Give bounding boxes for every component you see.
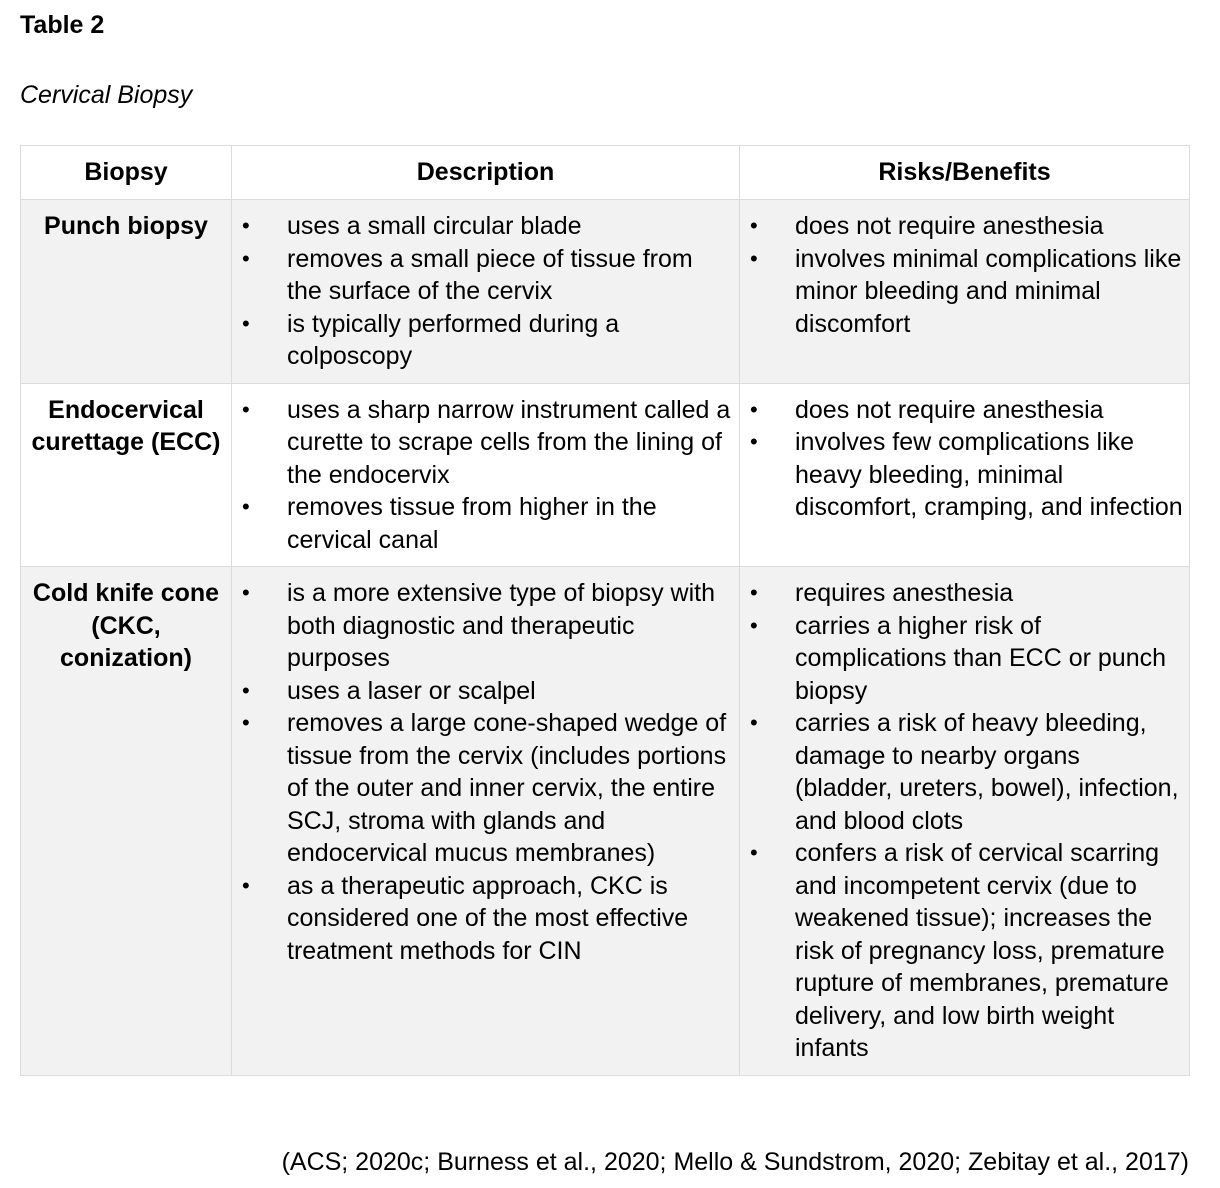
list-item-text: uses a small circular blade <box>287 212 582 240</box>
description-cell <box>232 383 740 567</box>
bullet: • <box>750 245 758 271</box>
list-item <box>740 394 1183 427</box>
biopsy-table <box>20 145 1190 1076</box>
list-item <box>232 210 733 243</box>
list-item <box>740 426 1183 524</box>
list-item-text: carries a risk of heavy bleeding, damage to nearby organs (bladder, ureters, bowel), infection, and blood clots <box>795 709 1179 835</box>
list-item <box>232 870 733 968</box>
bullet: • <box>242 710 250 735</box>
list-item <box>232 577 733 675</box>
bullet: • <box>242 580 250 605</box>
biopsy-name: Endocervical curettage (ECC) <box>21 383 232 567</box>
list-item-text: removes a small piece of tissue from the surface of the cervix <box>287 244 693 305</box>
list-item <box>232 491 733 556</box>
list-item-text: does not require anesthesia <box>795 395 1104 424</box>
list-item <box>740 837 1183 1065</box>
header-description: Description <box>232 146 740 200</box>
description-cell <box>232 567 740 1076</box>
list-item <box>232 243 733 308</box>
list-item <box>740 577 1183 610</box>
bullet: • <box>750 429 758 454</box>
risks-benefits-cell <box>740 383 1190 567</box>
header-row <box>21 146 1190 200</box>
bullet: • <box>242 872 250 898</box>
bullet: • <box>242 494 250 519</box>
list-item-text: removes tissue from higher in the cervical canal <box>287 493 657 554</box>
bullet: • <box>750 396 758 422</box>
bullet: • <box>750 612 758 638</box>
citation: (ACS; 2020c; Burness et al., 2020; Mello & Sundstrom, 2020; Zebitay et al., 2017) <box>281 1148 1189 1176</box>
biopsy-name: Cold knife cone (CKC, conization) <box>21 567 232 1076</box>
list-item-text: uses a sharp narrow instrument called a curette to scrape cells from the lining of the endocervix <box>287 395 731 489</box>
list-item-text: carries a higher risk of complications than ECC or punch biopsy <box>795 611 1167 705</box>
bullet: • <box>750 710 758 735</box>
list-item <box>740 610 1183 708</box>
list-item-text: involves minimal complications like minor bleeding and minimal discomfort <box>795 244 1182 338</box>
bullet: • <box>750 840 758 865</box>
bullet: • <box>242 677 250 703</box>
list-item-text: removes a large cone-shaped wedge of tissue from the cervix (includes portions of the outer and inner cervix, the entire SCJ, stroma with glands and endocervical mucus membranes) <box>287 709 727 867</box>
header-risks-benefits: Risks/Benefits <box>740 146 1190 200</box>
list-item-text: is typically performed during a colposcopy <box>287 309 620 370</box>
bullet: • <box>750 580 758 605</box>
list-item-text: requires anesthesia <box>795 579 1014 607</box>
list-item <box>232 394 733 492</box>
bullet: • <box>242 396 250 422</box>
table-label: Table 2 <box>20 11 105 39</box>
list-item-text: involves few complications like heavy bleeding, minimal discomfort, cramping, and infection <box>795 428 1183 521</box>
list-item <box>232 707 733 870</box>
list-item-text: does not require anesthesia <box>795 212 1104 240</box>
risks-benefits-cell <box>740 567 1190 1076</box>
bullet: • <box>242 310 250 336</box>
description-cell <box>232 200 740 384</box>
table-row <box>21 200 1190 384</box>
list-item <box>740 243 1183 341</box>
bullet: • <box>242 213 250 238</box>
list-item <box>232 308 733 373</box>
list-item-text: is a more extensive type of biopsy with both diagnostic and therapeutic purposes <box>287 579 715 672</box>
header-biopsy: Biopsy <box>21 146 232 200</box>
table-row <box>21 383 1190 567</box>
table-caption: Cervical Biopsy <box>20 81 193 109</box>
list-item <box>232 675 733 708</box>
list-item-text: uses a laser or scalpel <box>287 676 536 705</box>
list-item-text: as a therapeutic approach, CKC is considered one of the most effective treatment methods for CIN <box>287 871 689 965</box>
biopsy-name: Punch biopsy <box>21 200 232 384</box>
bullet: • <box>750 213 758 238</box>
bullet: • <box>242 245 250 271</box>
list-item <box>740 210 1183 243</box>
list-item <box>740 707 1183 837</box>
risks-benefits-cell <box>740 200 1190 384</box>
table-row <box>21 567 1190 1076</box>
list-item-text: confers a risk of cervical scarring and incompetent cervix (due to weakened tissue); increases the risk of pregnancy loss, premature rupture of membranes, premature delivery, and low birth weight infants <box>795 839 1169 1062</box>
